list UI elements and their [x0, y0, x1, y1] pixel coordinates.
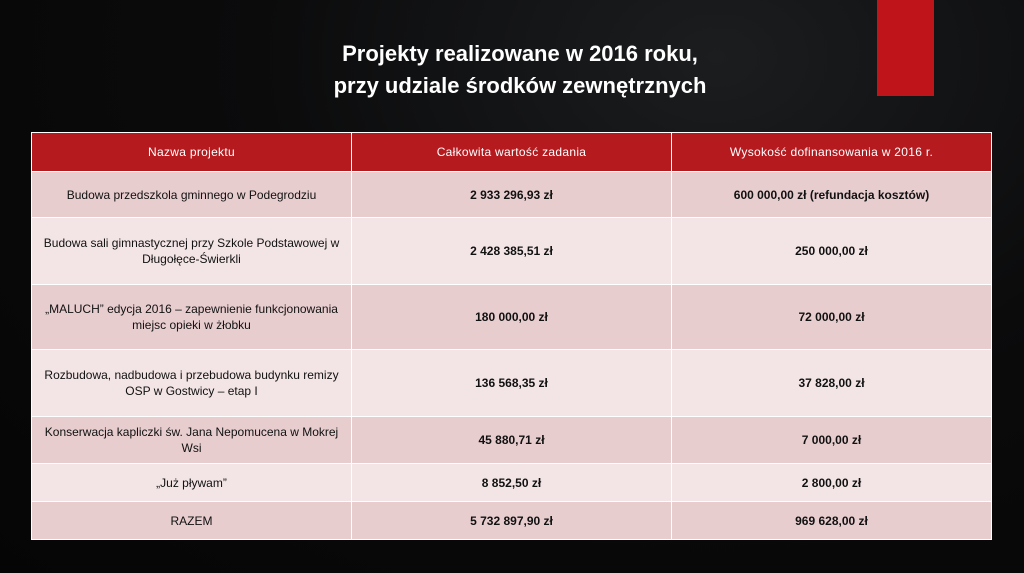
project-name-cell: Budowa przedszkola gminnego w Podegrodziu — [32, 172, 352, 218]
projects-table — [31, 132, 992, 540]
table-row — [32, 285, 992, 350]
header-total-value: Całkowita wartość zadania — [352, 133, 672, 172]
table-row — [32, 464, 992, 502]
project-name-cell: Rozbudowa, nadbudowa i przebudowa budynku remizy OSP w Gostwicy – etap I — [32, 350, 352, 417]
project-name-cell: Konserwacja kapliczki św. Jana Nepomucena w Mokrej Wsi — [32, 417, 352, 464]
funding-cell: 7 000,00 zł — [672, 417, 992, 464]
funding-cell: 37 828,00 zł — [672, 350, 992, 417]
summary-row — [32, 502, 992, 540]
project-name-cell: Budowa sali gimnastycznej przy Szkole Podstawowej w Długołęce-Świerkli — [32, 218, 352, 285]
title-line-2: przy udziale środków zewnętrznych — [333, 73, 707, 98]
project-name-cell: „Już pływam” — [32, 464, 352, 502]
table-row — [32, 417, 992, 464]
total-value-cell: 45 880,71 zł — [352, 417, 672, 464]
table-row — [32, 218, 992, 285]
table-row — [32, 172, 992, 218]
slide-title — [0, 38, 1024, 102]
total-value-cell: 2 933 296,93 zł — [352, 172, 672, 218]
table-row — [32, 350, 992, 417]
funding-cell: 250 000,00 zł — [672, 218, 992, 285]
project-name-cell: „MALUCH” edycja 2016 – zapewnienie funkcjonowania miejsc opieki w żłobku — [32, 285, 352, 350]
summary-label: RAZEM — [32, 502, 352, 540]
total-value-cell: 2 428 385,51 zł — [352, 218, 672, 285]
summary-funding: 969 628,00 zł — [672, 502, 992, 540]
total-value-cell: 136 568,35 zł — [352, 350, 672, 417]
funding-cell: 72 000,00 zł — [672, 285, 992, 350]
summary-total-value: 5 732 897,90 zł — [352, 502, 672, 540]
total-value-cell: 8 852,50 zł — [352, 464, 672, 502]
title-line-1: Projekty realizowane w 2016 roku, — [342, 41, 698, 66]
funding-cell: 2 800,00 zł — [672, 464, 992, 502]
table-header-row — [32, 133, 992, 172]
total-value-cell: 180 000,00 zł — [352, 285, 672, 350]
header-project-name: Nazwa projektu — [32, 133, 352, 172]
funding-cell: 600 000,00 zł (refundacja kosztów) — [672, 172, 992, 218]
header-funding: Wysokość dofinansowania w 2016 r. — [672, 133, 992, 172]
